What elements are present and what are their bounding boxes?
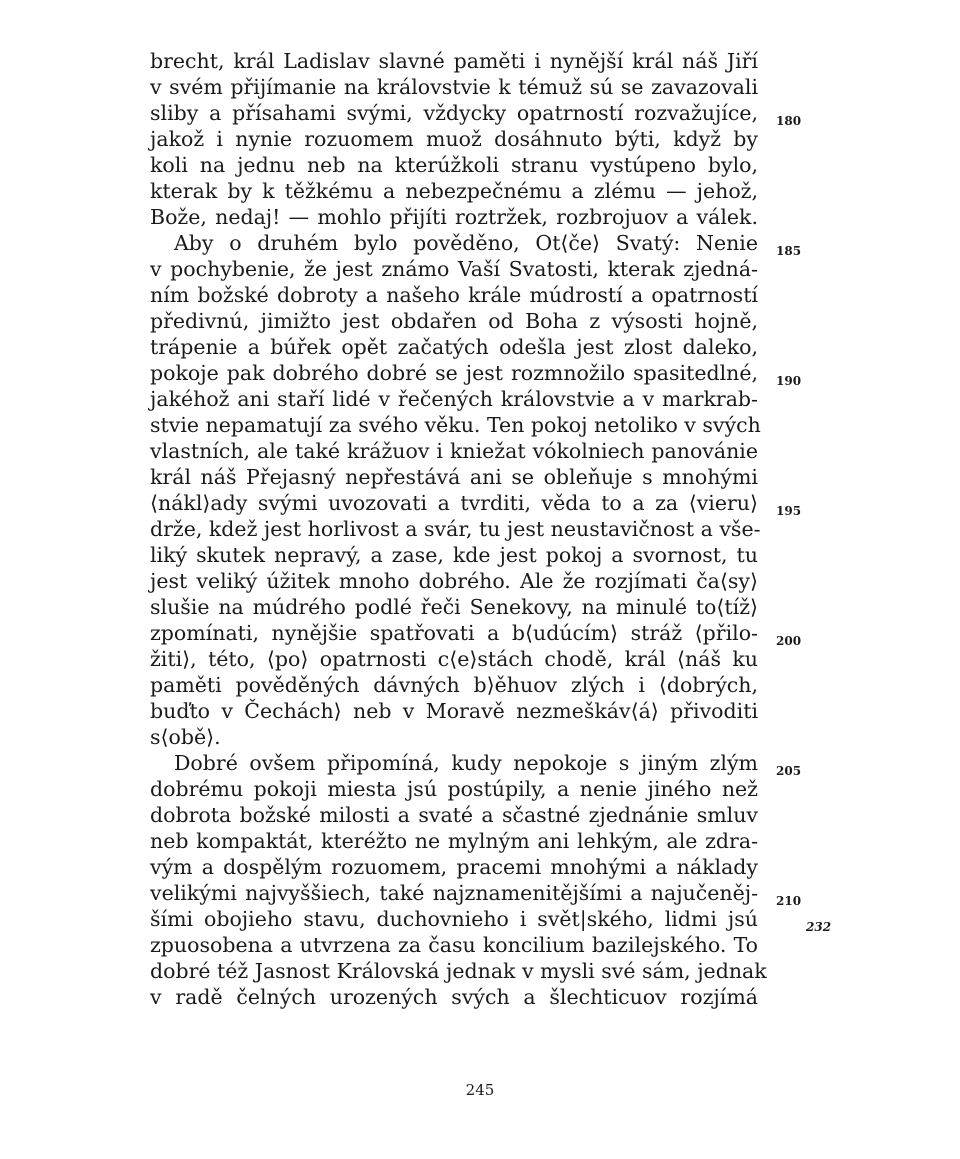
- margin-line-number: 180: [776, 114, 802, 128]
- text-line: ⟨nákl⟩ady svými uvozovati a tvrditi, věda to a za ⟨vieru⟩: [150, 491, 758, 515]
- text-line: paměti pověděných dávných b⟩ěhuov zlých i ⟨dobrých,: [150, 673, 758, 697]
- text-line: předivnú, jimižto jest obdařen od Boha z výsosti hojně,: [150, 309, 758, 333]
- text-line: trápenie a búřek opět začatých odešla jest zlost daleko,: [150, 335, 758, 359]
- text-line: vlastních, ale také krážuov i kniežat vókolniech panovánie: [150, 439, 758, 463]
- text-line: koli na jednu neb na kterúžkoli stranu vystúpeno bylo,: [150, 153, 758, 177]
- text-line: kterak by k těžkému a nebezpečnému a zlému — jehož,: [150, 179, 758, 203]
- text-line: stvie nepamatují za svého věku. Ten pokoj netoliko v svých: [150, 413, 761, 437]
- text-line: pokoje pak dobrého dobré se jest rozmnožilo spasitedlné,: [150, 361, 758, 385]
- margin-line-number: 185: [776, 244, 802, 258]
- text-line: jakéhož ani staří lidé v řečených královstvie a v markrab-: [150, 387, 758, 411]
- margin-line-number: 210: [776, 894, 802, 908]
- text-line: Dobré ovšem připomíná, kudy nepokoje s jiným zlým: [174, 751, 758, 775]
- text-line: zpomínati, nynějšie spatřovati a b⟨udúcím⟩ stráž ⟨přilo-: [150, 621, 758, 645]
- text-line: v svém přijímanie na královstvie k témuž sú se zavazovali: [150, 75, 758, 99]
- margin-line-number: 195: [776, 504, 802, 518]
- text-line: dobrému pokoji miesta jsú postúpily, a nenie jiného než: [150, 777, 758, 801]
- text-line: buďto v Čechách⟩ neb v Moravě nezmeškáv⟨á⟩ přivoditi: [150, 699, 758, 723]
- margin-line-number: 205: [776, 764, 802, 778]
- text-line: ním božské dobroty a našeho krále múdrostí a opatrností: [150, 283, 758, 307]
- text-line: s⟨obě⟩.: [150, 725, 221, 749]
- text-line: slušie na múdrého podlé řeči Senekovy, na minulé to⟨tíž⟩: [150, 595, 758, 619]
- page-number: 245: [465, 1081, 495, 1099]
- text-line: brecht, král Ladislav slavné paměti i nynější král náš Jiří: [150, 49, 758, 73]
- text-line: sliby a přísahami svými, vždycky opatrností rozvažujíce,: [150, 101, 758, 125]
- folio-marker: 232: [806, 920, 832, 934]
- margin-line-number: 190: [776, 374, 802, 388]
- text-line: Bože, nedaj! — mohlo přijíti roztržek, rozbrojuov a válek.: [150, 205, 758, 229]
- text-line: drže, kdež jest horlivost a svár, tu jest neustavičnost a vše-: [150, 517, 761, 541]
- text-line: v pochybenie, že jest známo Vaší Svatosti, kterak zjedná-: [150, 257, 758, 281]
- text-line: dobrota božské milosti a svaté a sčastné zjednánie smluv: [150, 803, 758, 827]
- text-line: král náš Přejasný nepřestává ani se obleňuje s mnohými: [150, 465, 758, 489]
- text-line: vým a dospělým rozuomem, pracemi mnohými a náklady: [150, 855, 758, 879]
- text-line: zpuosobena a utvrzena za času koncilium bazilejského. To: [150, 933, 758, 957]
- text-line: jest veliký úžitek mnoho dobrého. Ale že rozjímati ča⟨sy⟩: [150, 569, 758, 593]
- text-line: dobré též Jasnost Královská jednak v mysli své sám, jednak: [150, 959, 767, 983]
- text-line: Aby o druhém bylo pověděno, Ot⟨če⟩ Svatý: Nenie: [174, 231, 758, 255]
- main-text: [150, 48, 767, 1010]
- text-line: velikými najvyššiech, také najznamenitějšími a najučeněj-: [150, 881, 758, 905]
- text-line: šími obojieho stavu, duchovnieho i svět|ského, lidmi jsú: [150, 907, 758, 931]
- text-line: liký skutek nepravý, a zase, kde jest pokoj a svornost, tu: [150, 543, 758, 567]
- margin-line-number: 200: [776, 634, 802, 648]
- text-line: jakož i nynie rozuomem muož dosáhnuto býti, když by: [150, 127, 758, 151]
- text-line: v radě čelných urozených svých a šlechticuov rozjímá: [150, 985, 758, 1009]
- text-line: neb kompaktát, kteréžto ne mylným ani lehkým, ale zdra-: [150, 829, 758, 853]
- text-line: žiti⟩, této, ⟨po⟩ opatrnosti c⟨e⟩stách chodě, král ⟨náš ku: [150, 647, 758, 671]
